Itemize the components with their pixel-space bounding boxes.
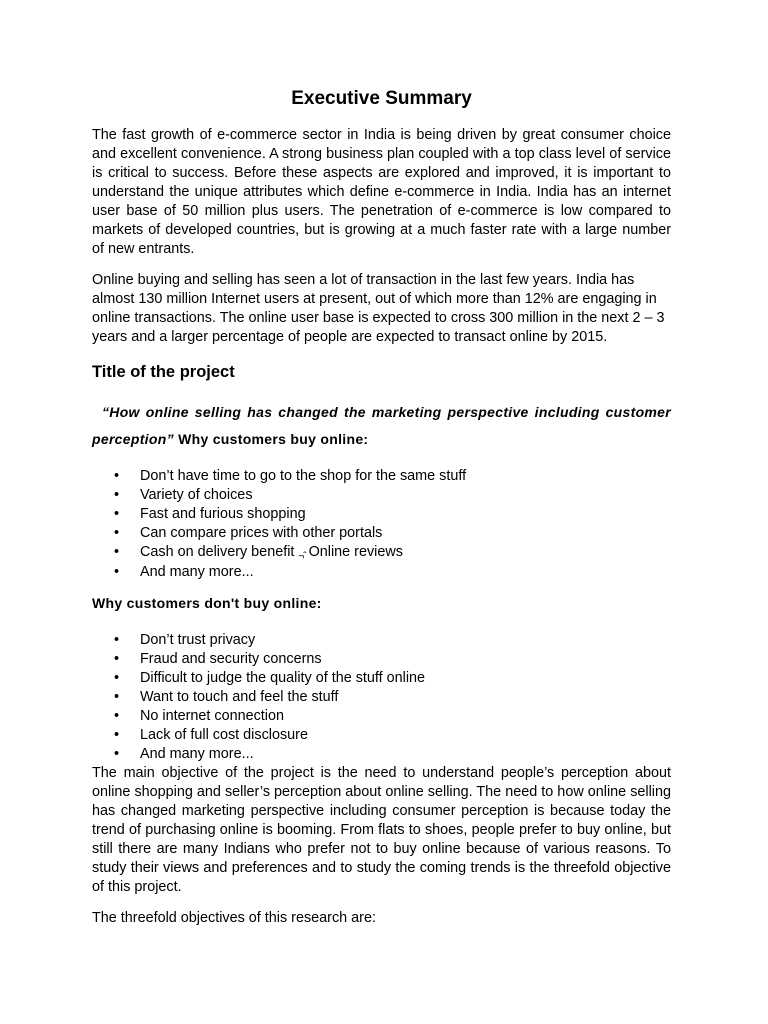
list-item bbox=[114, 524, 671, 543]
list-item bbox=[114, 467, 671, 486]
list-item-text: Don’t trust privacy bbox=[140, 632, 256, 648]
list-item bbox=[114, 543, 671, 563]
project-quote: “How online selling has changed the marketing perspective including customer perception” bbox=[92, 404, 671, 447]
bullet-icon: • bbox=[114, 651, 120, 667]
why-buy-list bbox=[92, 467, 671, 582]
list-item bbox=[114, 631, 671, 650]
list-item-text: Difficult to judge the quality of the stuff online bbox=[140, 670, 426, 686]
list-item bbox=[114, 650, 671, 669]
list-item-text: And many more... bbox=[140, 564, 254, 580]
list-item bbox=[114, 563, 671, 582]
bullet-icon: • bbox=[114, 525, 120, 541]
list-item-text-tail: Online reviews bbox=[308, 544, 403, 560]
bullet-icon: • bbox=[114, 506, 120, 522]
list-item-text: Want to touch and feel the stuff bbox=[140, 689, 339, 705]
bullet-icon: • bbox=[114, 670, 120, 686]
list-item-text: No internet connection bbox=[140, 708, 284, 724]
list-item-text: Variety of choices bbox=[140, 487, 253, 503]
list-item-text: Fast and furious shopping bbox=[140, 506, 306, 522]
list-item-text: Fraud and security concerns bbox=[140, 651, 322, 667]
project-title-block bbox=[92, 399, 671, 453]
document-content bbox=[92, 86, 671, 940]
list-item-text: And many more... bbox=[140, 746, 254, 762]
list-item bbox=[114, 669, 671, 688]
bullet-icon: • bbox=[114, 727, 120, 743]
transactions-paragraph: Online buying and selling has seen a lot of transaction in the last few years. India has almost 130 million Internet users at present, out of which more than 12% are engaging in online transactions. The online user base is expected to cross 300 million in the next 2 – 3 years and a larger percentage of people are expected to transact online by 2015. bbox=[92, 272, 665, 345]
bullet-icon: • bbox=[114, 689, 120, 705]
bullet-icon: • bbox=[114, 564, 120, 580]
stray-glyph: ¬ˆ bbox=[298, 551, 306, 562]
objective-paragraph: The main objective of the project is the need to understand people’s perception about online shopping and seller’s perception about online selling. The need to how online selling has changed marketing perspective including consumer perception is because today the trend of purchasing online is booming. From flats to shoes, people prefer to buy online, but still there are many Indians who prefer not to buy online because of various reasons. To study their views and preferences and to study the coming trends is the threefold objective of this project. bbox=[92, 765, 671, 895]
list-item-text: Don’t have time to go to the shop for the same stuff bbox=[140, 468, 467, 484]
bullet-icon: • bbox=[114, 708, 120, 724]
project-title-heading: Title of the project bbox=[92, 363, 235, 381]
bullet-icon: • bbox=[114, 544, 120, 560]
list-item bbox=[114, 486, 671, 505]
bullet-icon: • bbox=[114, 487, 120, 503]
list-item-text: Lack of full cost disclosure bbox=[140, 727, 308, 743]
intro-paragraph: The fast growth of e-commerce sector in India is being driven by great consumer choice and excellent convenience. A strong business plan coupled with a top class level of service is critical to success. Before these aspects are explored and improved, it is important to understand the unique attributes which define e-commerce in India. India has an internet user base of 50 million plus users. The penetration of e-commerce is low compared to markets of developed countries, but is growing at a much faster rate with a large number of new entrants. bbox=[92, 127, 671, 257]
bullet-icon: • bbox=[114, 632, 120, 648]
list-item bbox=[114, 505, 671, 524]
why-not-buy-heading: Why customers don't buy online: bbox=[92, 595, 322, 611]
bullet-icon: • bbox=[114, 468, 120, 484]
list-item bbox=[114, 707, 671, 726]
list-item bbox=[114, 726, 671, 745]
list-item bbox=[114, 688, 671, 707]
list-item-text: Can compare prices with other portals bbox=[140, 525, 383, 541]
threefold-objectives-paragraph: The threefold objectives of this research are: bbox=[92, 910, 376, 926]
list-item bbox=[114, 745, 671, 764]
document-title: Executive Summary bbox=[291, 88, 472, 109]
bullet-icon: • bbox=[114, 746, 120, 762]
list-item-text: Cash on delivery benefit bbox=[140, 544, 295, 560]
why-buy-heading: Why customers buy online: bbox=[178, 431, 369, 447]
why-not-buy-list bbox=[92, 631, 671, 764]
